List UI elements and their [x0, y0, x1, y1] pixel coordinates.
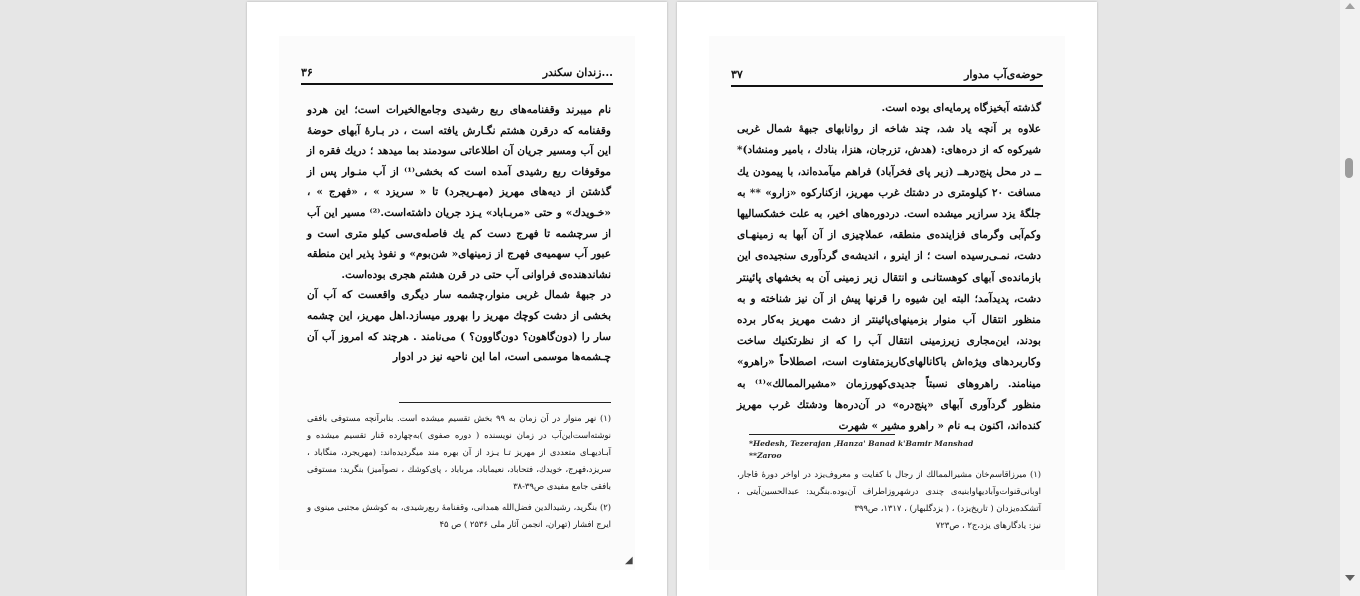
- footnotes: [307, 410, 611, 533]
- latin-notes: [749, 438, 1041, 462]
- vertical-scrollbar[interactable]: [1340, 0, 1360, 596]
- page-36: [247, 2, 667, 596]
- page-body: [307, 100, 611, 368]
- footnote: (۲) بنگرید، رشیدالدین فضل‌الله همدانی، وقفنامهٔ ربع‌رشیدی، به کوشش مجتبی مینوی و ایرج افشار (تهران، انجمن آثار ملی ۲۵۳۶ ) ص ۴۵: [307, 502, 611, 529]
- paragraph: گذشته آبخیزگاه پرمایه‌ای بوده است.: [881, 102, 1041, 114]
- scroll-down-arrow-icon[interactable]: [1345, 575, 1355, 581]
- paragraph: نام میبرند وقفنامه‌های ربع رشیدی وجامع‌الخیرات است؛ این هردو وقفنامه که درقرن هشتم نگـارش یافته است ، در بـارهٔ آبهای حوضهٔ این آب ومسیر جریان آن اطلاعاتی سودمند بما میدهد ؛ دریك فقره از موقوفات ربع رشیدی آمده است که بخشی⁽¹⁾ از آب منـوار پس از گذشتن از دیه‌های مهریز (مهـریجرد) تا « سریزد » ، «فهرج » ، «خـویدك» و حتی «مربـاباد» یـزد جریان داشته‌است.⁽²⁾ مسیر این آب از سرچشمه تا فهرج دست کم یك فاصله‌ی‌سی کیلو متری است و عبور آب سهمیه‌ی فهرج از زمینهای« شن‌بوم» و نفوذ پذیر این منطقه نشاندهنده‌ی فراوانی آب حتی در قرن هشتم هجری بوده‌است.: [307, 104, 611, 281]
- paragraph: در جبههٔ شمال غربی منوار،چشمه سار دیگری واقعست که آب آن بخشی از دشت کوچك مهریز را بهرور میسازد.اهل مهریز، این چشمه سار را (دون‌گاهون؟ دون‌گاوون؟ ) می‌نامند . هرچند که امروز آب آن چـشمه‌ها موسمی است، اما این ناحیه نیز در ادوار: [307, 289, 611, 364]
- header-rule: [301, 83, 613, 85]
- scanned-page-image: [279, 36, 635, 570]
- page-number: ۳۶: [301, 65, 313, 79]
- footnote: (۱) نهر منوار در آن زمان به ۹۹ بخش تقسیم میشده است. بنابرآنچه مستوفی بافقی نوشته‌است‌این‌آب در زمان نویسنده ( دوره صفوی )به‌چهارده قنار تقسیم میشده و آبـادیهـای متعددی از مهریز تـا یـزد از آن بهره مند میگردیده‌اند: (مهریجرد، منگاباد ، سریزد،فهرج، خویدك، فتحاباد، نعیماباد، مرباباد ، پای‌کوشك ، نصوآمیز) بنگرید: مستوفی بافقی جامع مفیدی ص۳۹-۳۸: [307, 413, 611, 491]
- footnote-rule: [749, 434, 895, 435]
- page-37: [677, 2, 1097, 596]
- footnote-rule: [399, 402, 611, 403]
- page-body: [737, 98, 1041, 437]
- scrollbar-thumb[interactable]: [1345, 158, 1353, 178]
- latin-note: **Zaroo: [749, 451, 782, 460]
- header-rule: [731, 85, 1043, 87]
- running-title: زندان سکندر...: [542, 65, 613, 79]
- footnote: نیز: یادگارهای یزد،ج۲ ، ص۷۲۳: [935, 520, 1041, 530]
- scroll-up-arrow-icon[interactable]: [1345, 3, 1355, 9]
- page-header: [731, 64, 1043, 84]
- latin-note: *Hedesh, Tezerajan ,Hanza' Banad k'Bamir Manshad: [749, 439, 974, 448]
- resize-handle-icon[interactable]: ◢: [625, 555, 633, 566]
- scanned-page-image: [709, 36, 1065, 570]
- footnotes: [737, 466, 1041, 534]
- paragraph: علاوه بر آنچه یاد شد، چند شاخه از روانابهای جبههٔ شمال غربی شیرکوه که از دره‌های: (هدش، تزرجان، هنزا، بنادك ، بامیر ومنشاد)* ــ در محل پنج‌درهــ (زیر پای فخرآباد) فراهم میآمده‌اند، با پیمودن یك مسافت ۲۰ کیلومتری در دشتك غرب مهریز، ازکنارکوه «زارو» ** به جلگهٔ یزد سرازیر میشده است. دردوره‌های اخیر، به علت خشکسالیها وکم‌آبی وگرمای فزاینده‌ی منطقه، عملاچیزی از آن آبها به زمینهـای دشت، نمـی‌رسیده است ؛ از اینرو ، اندیشه‌ی گردآوری سنجیده‌ی این بازمانده‌ی آبهای کوهستانـی و انتقال زیر زمینی آن به بخشهای پائینتر دشت، پدیدآمد؛ البته این شیوه را قرنها پیش از آن نیز شناخته و به منظور انتقال آب منوار بزمینهای‌پائینتر از دشت مهریز به‌کار برده بودند، این‌مجاری زیرزمینی انتقال آب را که از نظرتکنیك ساخت وکاربردهای ویژه‌اش باکانالهای‌کاریزمتفاوت است، اصطلاحاً «راهرو» مینامند. راهروهای نسبتاً جدیدی‌کهورزمان «مشیرالممالك»⁽¹⁾ به منظور گردآوری آبهای «پنج‌دره» در آن‌دره‌ها ودشتك غرب مهریز کنده‌اند، اکنون بـه نام « راهرو مشیر » شهرت: [737, 123, 1041, 433]
- running-title: حوضه‌ی‌آب مدوار: [964, 67, 1043, 81]
- page-header: [301, 62, 613, 82]
- page-number: ۳۷: [731, 67, 743, 81]
- footnote: (۱) میرزاقاسم‌خان مشیرالممالك از رجال با کفایت و معروف‌یزد در اواخر دورهٔ قاجار، اوبانی‌قنوات‌وآباد‌یهاوابنیه‌ی چندی درشهروزاطراف آن‌بوده.بنگرید: عبدالحسین‌آیتی ، آتشکده‌یزدان ( تاریخ‌یزد) ، ( یزدگلبهار) ، ۱۳۱۷، ص۳۹۹: [737, 469, 1041, 513]
